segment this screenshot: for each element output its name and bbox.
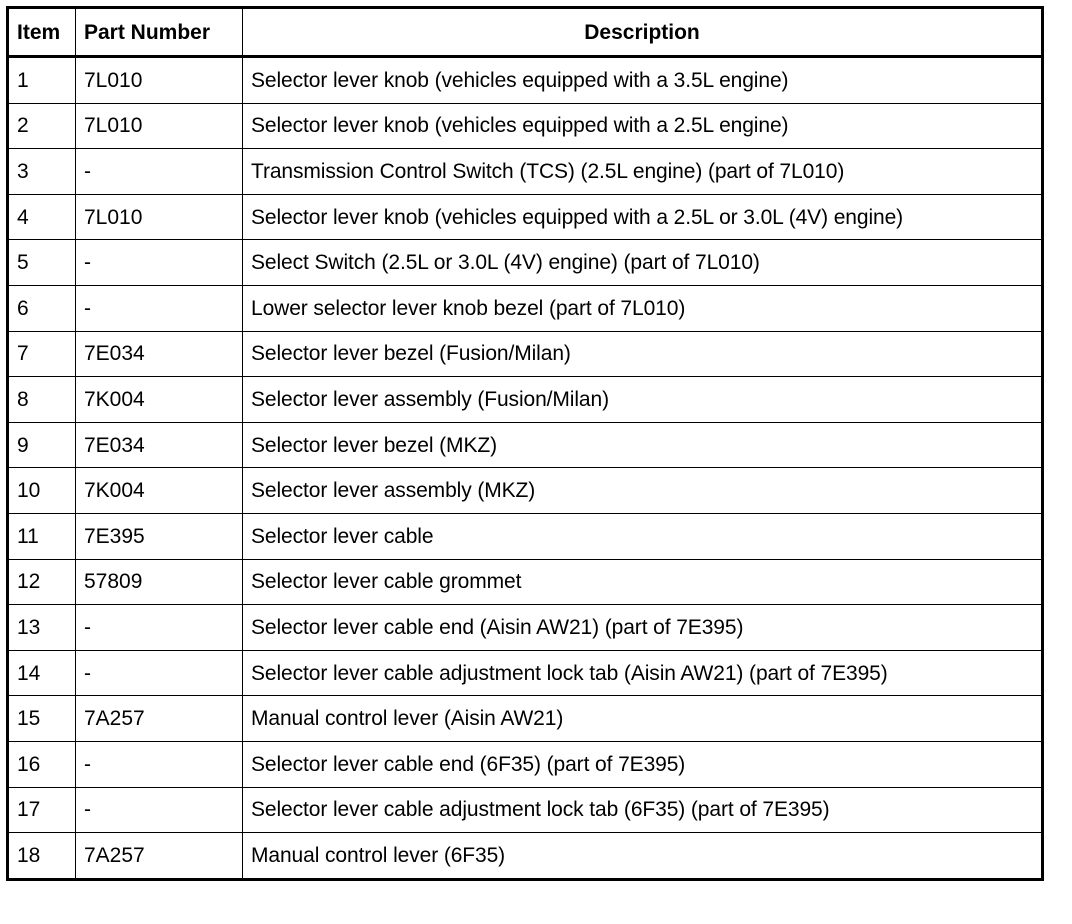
table-row: [8, 605, 1043, 651]
cell-item: 13: [8, 605, 76, 651]
cell-part-number: -: [76, 240, 243, 286]
cell-item: 1: [8, 57, 76, 104]
cell-description: Transmission Control Switch (TCS) (2.5L engine) (part of 7L010): [243, 149, 1043, 195]
cell-part-number: 7E395: [76, 513, 243, 559]
cell-part-number: 7K004: [76, 468, 243, 514]
table-row: [8, 741, 1043, 787]
cell-item: 6: [8, 285, 76, 331]
cell-description: Selector lever bezel (Fusion/Milan): [243, 331, 1043, 377]
table-body: [8, 57, 1043, 880]
table-row: [8, 787, 1043, 833]
cell-part-number: -: [76, 149, 243, 195]
cell-part-number: -: [76, 285, 243, 331]
parts-table: [6, 6, 1044, 881]
table-row: [8, 331, 1043, 377]
cell-part-number: 7L010: [76, 103, 243, 149]
cell-item: 15: [8, 696, 76, 742]
cell-item: 4: [8, 194, 76, 240]
header-item: Item: [8, 8, 76, 57]
cell-description: Selector lever knob (vehicles equipped with a 3.5L engine): [243, 57, 1043, 104]
header-part-number: Part Number: [76, 8, 243, 57]
cell-description: Selector lever cable end (Aisin AW21) (part of 7E395): [243, 605, 1043, 651]
cell-description: Selector lever knob (vehicles equipped with a 2.5L engine): [243, 103, 1043, 149]
cell-item: 5: [8, 240, 76, 286]
cell-description: Manual control lever (6F35): [243, 833, 1043, 880]
cell-part-number: 7A257: [76, 696, 243, 742]
cell-item: 18: [8, 833, 76, 880]
cell-part-number: 7E034: [76, 331, 243, 377]
cell-description: Selector lever cable adjustment lock tab (6F35) (part of 7E395): [243, 787, 1043, 833]
cell-item: 3: [8, 149, 76, 195]
cell-item: 17: [8, 787, 76, 833]
cell-item: 16: [8, 741, 76, 787]
cell-part-number: -: [76, 605, 243, 651]
cell-item: 14: [8, 650, 76, 696]
cell-part-number: 7A257: [76, 833, 243, 880]
cell-description: Lower selector lever knob bezel (part of 7L010): [243, 285, 1043, 331]
table-row: [8, 650, 1043, 696]
cell-part-number: 57809: [76, 559, 243, 605]
header-row: [8, 8, 1043, 57]
table-row: [8, 240, 1043, 286]
cell-description: Selector lever cable adjustment lock tab (Aisin AW21) (part of 7E395): [243, 650, 1043, 696]
cell-part-number: 7L010: [76, 194, 243, 240]
cell-part-number: -: [76, 650, 243, 696]
cell-part-number: 7K004: [76, 377, 243, 423]
cell-item: 12: [8, 559, 76, 605]
cell-description: Selector lever cable end (6F35) (part of 7E395): [243, 741, 1043, 787]
cell-part-number: 7L010: [76, 57, 243, 104]
table-header: [8, 8, 1043, 57]
cell-item: 7: [8, 331, 76, 377]
table-row: [8, 696, 1043, 742]
cell-item: 8: [8, 377, 76, 423]
cell-part-number: -: [76, 741, 243, 787]
cell-item: 11: [8, 513, 76, 559]
table-row: [8, 149, 1043, 195]
cell-item: 2: [8, 103, 76, 149]
cell-item: 10: [8, 468, 76, 514]
cell-description: Selector lever knob (vehicles equipped with a 2.5L or 3.0L (4V) engine): [243, 194, 1043, 240]
table-row: [8, 468, 1043, 514]
table-row: [8, 833, 1043, 880]
cell-item: 9: [8, 422, 76, 468]
cell-description: Selector lever bezel (MKZ): [243, 422, 1043, 468]
cell-description: Selector lever assembly (Fusion/Milan): [243, 377, 1043, 423]
cell-description: Select Switch (2.5L or 3.0L (4V) engine) (part of 7L010): [243, 240, 1043, 286]
cell-part-number: -: [76, 787, 243, 833]
table-row: [8, 103, 1043, 149]
table-row: [8, 377, 1043, 423]
table-row: [8, 422, 1043, 468]
cell-description: Selector lever assembly (MKZ): [243, 468, 1043, 514]
cell-description: Manual control lever (Aisin AW21): [243, 696, 1043, 742]
table-row: [8, 194, 1043, 240]
cell-part-number: 7E034: [76, 422, 243, 468]
cell-description: Selector lever cable grommet: [243, 559, 1043, 605]
table-row: [8, 559, 1043, 605]
cell-description: Selector lever cable: [243, 513, 1043, 559]
table-row: [8, 57, 1043, 104]
table-row: [8, 285, 1043, 331]
table-row: [8, 513, 1043, 559]
header-description: Description: [243, 8, 1043, 57]
